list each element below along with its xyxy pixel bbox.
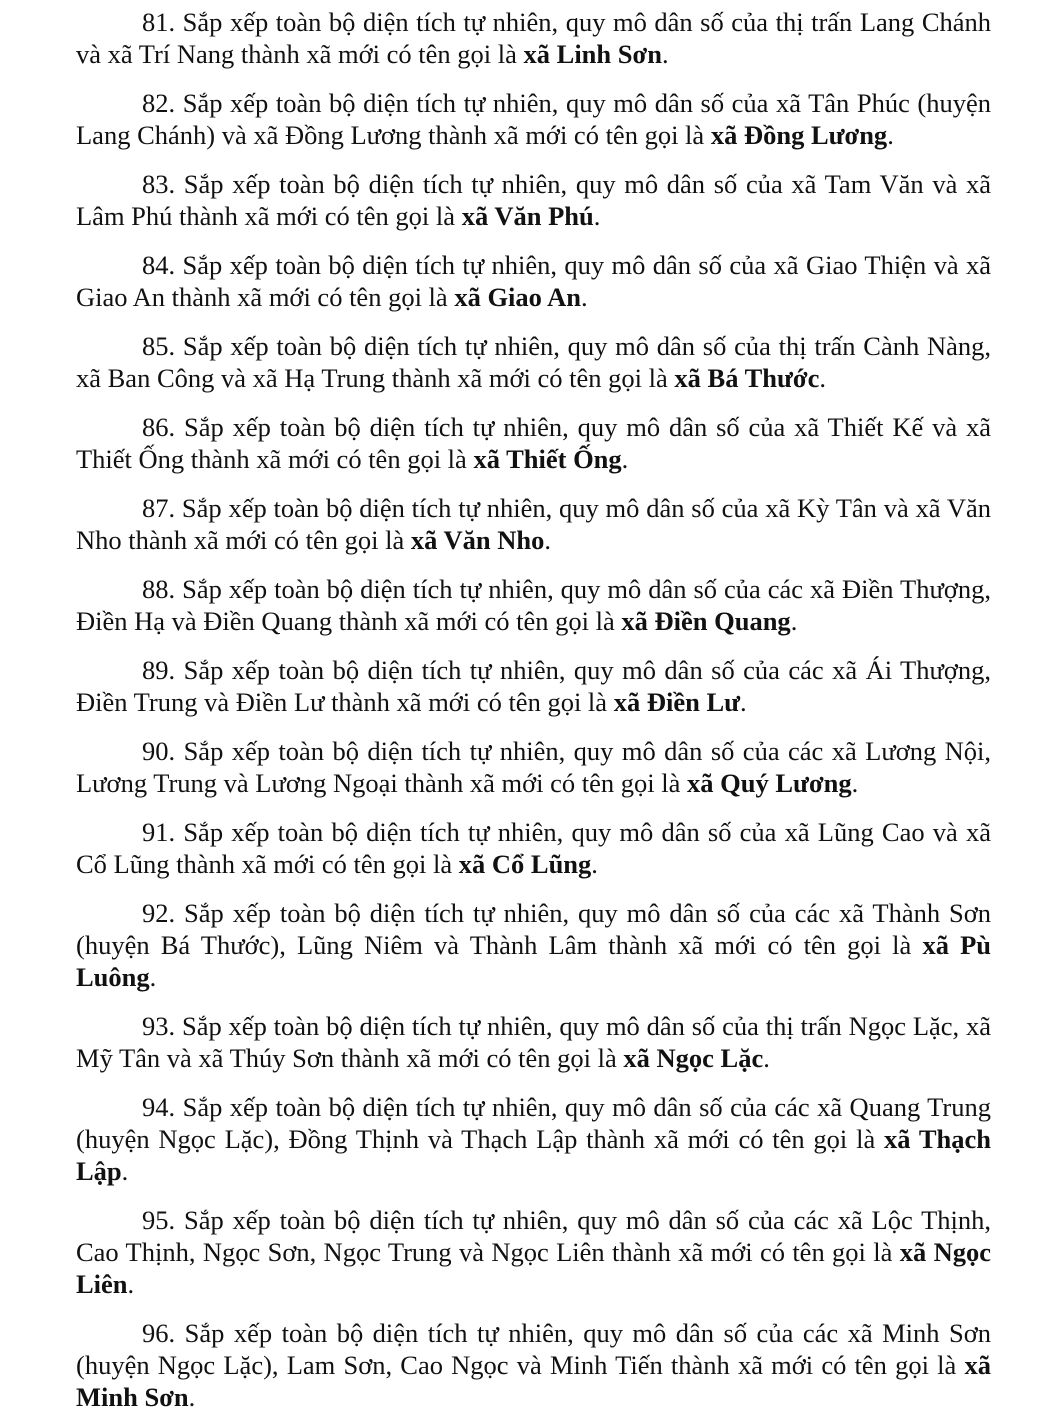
new-commune-name: xã Ngọc Liên bbox=[76, 1237, 991, 1299]
clause-number: 89. bbox=[142, 655, 176, 685]
new-commune-name: xã Linh Sơn bbox=[523, 39, 662, 69]
clause-text: Sắp xếp toàn bộ diện tích tự nhiên, quy mô dân số của thị trấn Ngọc Lặc, xã Mỹ Tân và xã Thúy Sơn thành xã mới có tên gọi là bbox=[76, 1011, 992, 1073]
clause-item: 93. Sắp xếp toàn bộ diện tích tự nhiên, quy mô dân số của thị trấn Ngọc Lặc, xã Mỹ Tân và xã Thúy Sơn thành xã mới có tên gọi là xã Ngọc Lặc. bbox=[76, 1011, 992, 1073]
clause-text: Sắp xếp toàn bộ diện tích tự nhiên, quy mô dân số của các xã Quang Trung (huyện Ngọc Lặc), Đồng Thịnh và Thạch Lập thành xã mới có tên gọi là bbox=[76, 1092, 992, 1154]
clause-number: 86. bbox=[142, 412, 176, 442]
clause-item: 81. Sắp xếp toàn bộ diện tích tự nhiên, quy mô dân số của thị trấn Lang Chánh và xã Trí Nang thành xã mới có tên gọi là xã Linh Sơn. bbox=[76, 7, 992, 69]
clause-list bbox=[76, 6, 991, 1413]
clause-number: 85. bbox=[142, 331, 176, 361]
clause-item: 90. Sắp xếp toàn bộ diện tích tự nhiên, quy mô dân số của các xã Lương Nội, Lương Trung và Lương Ngoại thành xã mới có tên gọi là xã Quý Lương. bbox=[76, 736, 992, 798]
new-commune-name: xã Thiết Ống bbox=[473, 444, 622, 474]
clause-number: 87. bbox=[142, 493, 176, 523]
clause-text: Sắp xếp toàn bộ diện tích tự nhiên, quy mô dân số của các xã Lương Nội, Lương Trung và Lương Ngoại thành xã mới có tên gọi là bbox=[76, 736, 992, 798]
clause-text: Sắp xếp toàn bộ diện tích tự nhiên, quy mô dân số của xã Giao Thiện và xã Giao An thành xã mới có tên gọi là bbox=[76, 250, 992, 312]
new-commune-name: xã Văn Phú bbox=[461, 201, 594, 231]
clause-number: 82. bbox=[142, 88, 176, 118]
clause-text: Sắp xếp toàn bộ diện tích tự nhiên, quy mô dân số của thị trấn Cành Nàng, xã Ban Công và xã Hạ Trung thành xã mới có tên gọi là bbox=[76, 331, 992, 393]
clause-item: 82. Sắp xếp toàn bộ diện tích tự nhiên, quy mô dân số của xã Tân Phúc (huyện Lang Chánh) và xã Đồng Lương thành xã mới có tên gọi là xã Đồng Lương. bbox=[76, 88, 992, 150]
clause-number: 84. bbox=[142, 250, 176, 280]
clause-number: 93. bbox=[142, 1011, 176, 1041]
new-commune-name: xã Quý Lương bbox=[687, 768, 852, 798]
new-commune-name: xã Điền Quang bbox=[621, 606, 791, 636]
clause-number: 81. bbox=[142, 7, 176, 37]
clause-item: 96. Sắp xếp toàn bộ diện tích tự nhiên, quy mô dân số của các xã Minh Sơn (huyện Ngọc Lặc), Lam Sơn, Cao Ngọc và Minh Tiến thành xã mới có tên gọi là xã Minh Sơn. bbox=[76, 1318, 992, 1412]
clause-item: 86. Sắp xếp toàn bộ diện tích tự nhiên, quy mô dân số của xã Thiết Kế và xã Thiết Ống thành xã mới có tên gọi là xã Thiết Ống. bbox=[76, 412, 991, 474]
clause-item: 92. Sắp xếp toàn bộ diện tích tự nhiên, quy mô dân số của các xã Thành Sơn (huyện Bá Thước), Lũng Niêm và Thành Lâm thành xã mới có tên gọi là xã Pù Luông. bbox=[76, 898, 991, 992]
clause-item: 83. Sắp xếp toàn bộ diện tích tự nhiên, quy mô dân số của xã Tam Văn và xã Lâm Phú thành xã mới có tên gọi là xã Văn Phú. bbox=[76, 169, 992, 231]
new-commune-name: xã Minh Sơn bbox=[76, 1350, 992, 1412]
new-commune-name: xã Ngọc Lặc bbox=[623, 1043, 764, 1073]
clause-number: 83. bbox=[142, 169, 176, 199]
clause-text: Sắp xếp toàn bộ diện tích tự nhiên, quy mô dân số của xã Tân Phúc (huyện Lang Chánh) và xã Đồng Lương thành xã mới có tên gọi là bbox=[76, 88, 992, 150]
clause-text: Sắp xếp toàn bộ diện tích tự nhiên, quy mô dân số của các xã Thành Sơn (huyện Bá Thước), Lũng Niêm và Thành Lâm thành xã mới có tên gọi là bbox=[76, 898, 991, 960]
clause-text: Sắp xếp toàn bộ diện tích tự nhiên, quy mô dân số của các xã Điền Thượng, Điền Hạ và Điền Quang thành xã mới có tên gọi là bbox=[76, 574, 991, 636]
clause-number: 95. bbox=[142, 1205, 176, 1235]
clause-text: Sắp xếp toàn bộ diện tích tự nhiên, quy mô dân số của thị trấn Lang Chánh và xã Trí Nang thành xã mới có tên gọi là bbox=[76, 7, 992, 69]
clause-item: 85. Sắp xếp toàn bộ diện tích tự nhiên, quy mô dân số của thị trấn Cành Nàng, xã Ban Công và xã Hạ Trung thành xã mới có tên gọi là xã Bá Thước. bbox=[76, 331, 992, 393]
clause-text: Sắp xếp toàn bộ diện tích tự nhiên, quy mô dân số của các xã Lộc Thịnh, Cao Thịnh, Ngọc Sơn, Ngọc Trung và Ngọc Liên thành xã mới có tên gọi là bbox=[76, 1205, 991, 1267]
clause-text: Sắp xếp toàn bộ diện tích tự nhiên, quy mô dân số của xã Lũng Cao và xã Cổ Lũng thành xã mới có tên gọi là bbox=[76, 817, 991, 879]
clause-text: Sắp xếp toàn bộ diện tích tự nhiên, quy mô dân số của xã Tam Văn và xã Lâm Phú thành xã mới có tên gọi là bbox=[76, 169, 992, 231]
new-commune-name: xã Thạch Lập bbox=[76, 1124, 991, 1186]
clause-item: 89. Sắp xếp toàn bộ diện tích tự nhiên, quy mô dân số của các xã Ái Thượng, Điền Trung và Điền Lư thành xã mới có tên gọi là xã Điền Lư. bbox=[76, 655, 991, 717]
clause-number: 91. bbox=[142, 817, 176, 847]
clause-text: Sắp xếp toàn bộ diện tích tự nhiên, quy mô dân số của xã Kỳ Tân và xã Văn Nho thành xã mới có tên gọi là bbox=[76, 493, 991, 555]
clause-item: 84. Sắp xếp toàn bộ diện tích tự nhiên, quy mô dân số của xã Giao Thiện và xã Giao An thành xã mới có tên gọi là xã Giao An. bbox=[76, 250, 992, 312]
clause-text: Sắp xếp toàn bộ diện tích tự nhiên, quy mô dân số của các xã Ái Thượng, Điền Trung và Điền Lư thành xã mới có tên gọi là bbox=[76, 655, 991, 717]
new-commune-name: xã Giao An bbox=[454, 282, 581, 312]
new-commune-name: xã Văn Nho bbox=[410, 525, 545, 555]
new-commune-name: xã Pù Luông bbox=[76, 930, 991, 992]
clause-number: 90. bbox=[142, 736, 176, 766]
clause-number: 94. bbox=[142, 1092, 176, 1122]
clause-item: 94. Sắp xếp toàn bộ diện tích tự nhiên, quy mô dân số của các xã Quang Trung (huyện Ngọc Lặc), Đồng Thịnh và Thạch Lập thành xã mới có tên gọi là xã Thạch Lập. bbox=[76, 1092, 992, 1186]
clause-number: 92. bbox=[142, 898, 176, 928]
clause-item: 95. Sắp xếp toàn bộ diện tích tự nhiên, quy mô dân số của các xã Lộc Thịnh, Cao Thịnh, Ngọc Sơn, Ngọc Trung và Ngọc Liên thành xã mới có tên gọi là xã Ngọc Liên. bbox=[76, 1205, 991, 1299]
clause-item: 91. Sắp xếp toàn bộ diện tích tự nhiên, quy mô dân số của xã Lũng Cao và xã Cổ Lũng thành xã mới có tên gọi là xã Cổ Lũng. bbox=[76, 817, 991, 879]
clause-item: 87. Sắp xếp toàn bộ diện tích tự nhiên, quy mô dân số của xã Kỳ Tân và xã Văn Nho thành xã mới có tên gọi là xã Văn Nho. bbox=[76, 493, 991, 555]
clause-text: Sắp xếp toàn bộ diện tích tự nhiên, quy mô dân số của các xã Minh Sơn (huyện Ngọc Lặc), Lam Sơn, Cao Ngọc và Minh Tiến thành xã mới có tên gọi là bbox=[76, 1318, 991, 1380]
new-commune-name: xã Bá Thước bbox=[674, 363, 820, 393]
new-commune-name: xã Cổ Lũng bbox=[458, 849, 592, 879]
clause-item: 88. Sắp xếp toàn bộ diện tích tự nhiên, quy mô dân số của các xã Điền Thượng, Điền Hạ và Điền Quang thành xã mới có tên gọi là xã Điền Quang. bbox=[76, 574, 991, 636]
clause-text: Sắp xếp toàn bộ diện tích tự nhiên, quy mô dân số của xã Thiết Kế và xã Thiết Ống thành xã mới có tên gọi là bbox=[76, 412, 991, 474]
new-commune-name: xã Điền Lư bbox=[613, 687, 741, 717]
clause-number: 96. bbox=[142, 1318, 176, 1348]
new-commune-name: xã Đồng Lương bbox=[710, 120, 888, 150]
clause-number: 88. bbox=[142, 574, 176, 604]
